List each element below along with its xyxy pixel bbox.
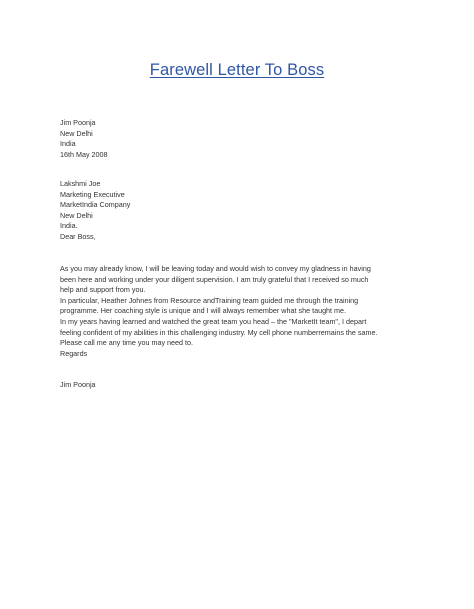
body-line: In my years having learned and watched the great team you head – the "MarketIt team", I depart [60, 316, 367, 326]
body-line: been here and working under your diligent supervision. I am truly grateful that I received so much [60, 274, 369, 284]
body-line: Please call me any time you may need to. [60, 338, 194, 348]
body-line: As you may already know, I will be leaving today and would wish to convey my gladness in having [60, 264, 371, 273]
body-line: programme. Her coaching style is unique and I will always remember what she taught me. [60, 306, 347, 316]
recipient-company: MarketIndia Company [60, 200, 131, 210]
letter-title: Farewell Letter To Boss [149, 61, 325, 79]
sender-name: Jim Poonja [60, 118, 96, 127]
letter-date: 16th May 2008 [60, 149, 108, 159]
recipient-city: New Delhi [60, 210, 93, 220]
letter-body [60, 264, 420, 359]
signature-block [60, 380, 96, 391]
recipient-country: India. [60, 221, 78, 231]
body-line: help and support from you. [60, 285, 146, 295]
body-line: feeling confident of my abilities in this challenging industry. My cell phone numberremains the same. [60, 327, 378, 337]
recipient-title: Marketing Executive [60, 189, 125, 199]
recipient-name: Lakshmi Joe [60, 179, 101, 188]
sender-address [60, 118, 108, 160]
salutation: Dear Boss, [60, 231, 96, 241]
sender-country: India [60, 139, 76, 149]
recipient-address [60, 179, 130, 243]
signature-name: Jim Poonja [60, 380, 96, 389]
body-line: In particular, Heather Johnes from Resource andTraining team guided me through the training [60, 295, 359, 305]
closing-regards: Regards [60, 348, 88, 358]
sender-city: New Delhi [60, 128, 93, 138]
